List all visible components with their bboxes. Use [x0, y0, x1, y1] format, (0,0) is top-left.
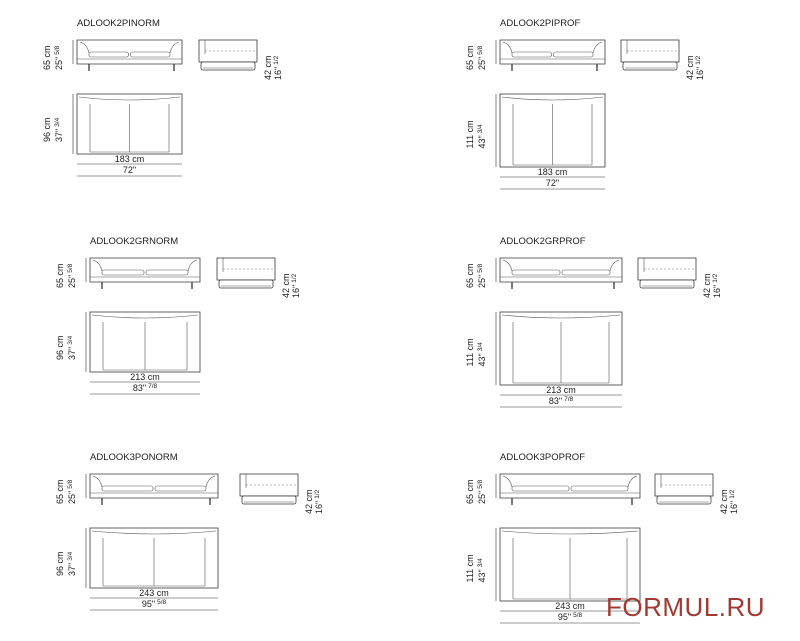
seat-height-cm-label — [719, 489, 729, 514]
height-in-label-value: 25" — [67, 490, 77, 504]
model-adlook3ponorm — [55, 452, 324, 610]
depth-in-label-value: 43" — [477, 353, 487, 367]
width-in-label — [549, 396, 574, 406]
height-cm-label: 65 cm — [55, 263, 65, 288]
height-in-label-value: 25" — [477, 274, 487, 288]
seat-height-cm-label — [702, 273, 712, 298]
seat-height-in-label — [273, 55, 283, 80]
width-in-fraction: 5/8 — [157, 599, 167, 606]
front-view — [500, 474, 640, 505]
width-in-label — [123, 165, 136, 175]
height-in-label-value: 25" — [67, 274, 77, 288]
width-in-value: 95" — [557, 612, 572, 622]
depth-in-label — [477, 342, 487, 367]
depth-in-label-fraction: 3/4 — [67, 335, 74, 345]
top-view — [500, 528, 640, 601]
side-view — [217, 258, 275, 288]
height-in-label-value: 25" — [477, 56, 487, 70]
seat-height-in-label — [712, 273, 722, 298]
depth-in-label-value: 37" — [67, 562, 77, 576]
top-view — [90, 312, 200, 372]
depth-in-label-value: 37" — [67, 346, 77, 360]
height-in-label-fraction: 5/8 — [67, 479, 74, 489]
height-in-label — [67, 479, 77, 504]
depth-in-label-fraction: 3/4 — [477, 124, 484, 134]
depth-in-label-value: 43" — [477, 569, 487, 583]
width-cm-label: 183 cm — [537, 167, 568, 177]
side-back — [638, 258, 696, 280]
depth-in-label — [54, 117, 64, 142]
seat-height-in-label-fraction: 1/2 — [695, 55, 702, 65]
width-in-value: 95" — [141, 599, 156, 609]
seat-height-in-label-value: 16" — [273, 66, 283, 80]
height-in-label-value: 25" — [477, 490, 487, 504]
side-base — [657, 496, 711, 504]
side-base — [201, 62, 255, 70]
height-in-label — [54, 45, 64, 70]
model-code: ADLOOK2GRPROF — [500, 236, 586, 247]
depth-in-label-fraction: 3/4 — [67, 551, 74, 561]
depth-in-label — [477, 124, 487, 149]
side-back — [240, 474, 298, 496]
depth-in-label-fraction: 3/4 — [54, 117, 61, 127]
depth-cm-label: 111 cm — [465, 338, 475, 367]
seat-height-in-label — [695, 55, 705, 80]
depth-in-label — [67, 551, 77, 576]
depth-cm-label: 111 cm — [465, 554, 475, 583]
width-in-value: 72" — [545, 178, 560, 188]
height-in-label — [477, 263, 487, 288]
front-view — [500, 40, 605, 71]
seat-height-cm-label — [685, 55, 695, 80]
height-cm-label: 65 cm — [465, 45, 475, 70]
height-in-label-fraction: 5/8 — [54, 45, 61, 55]
depth-in-label — [477, 558, 487, 583]
model-adlook2pinorm — [42, 18, 283, 176]
height-cm-label: 65 cm — [42, 45, 52, 70]
depth-in-label-value: 37" — [54, 128, 64, 142]
width-in-fraction: 5/8 — [573, 612, 583, 619]
seat-height-in-label-fraction: 1/2 — [291, 273, 298, 283]
side-back — [217, 258, 275, 280]
model-adlook2piprof — [465, 18, 705, 189]
front-view — [77, 40, 182, 71]
model-adlook2grnorm — [55, 236, 301, 394]
seat-height-in-label-value: 16" — [729, 500, 739, 514]
height-cm-label: 65 cm — [465, 479, 475, 504]
seat-height-in-label-value: 16" — [291, 284, 301, 298]
side-view — [240, 474, 298, 504]
seat-height-in-label-fraction: 1/2 — [314, 489, 321, 499]
model-code: ADLOOK3POPROF — [500, 452, 585, 463]
depth-cm-label: 111 cm — [465, 120, 475, 149]
width-cm-label: 213 cm — [130, 372, 160, 382]
watermark-logo: FORMUL.RU — [606, 592, 766, 622]
seat-height-cm-label — [263, 55, 273, 80]
side-view — [638, 258, 696, 288]
side-base — [219, 280, 273, 288]
seat-height-cm-label-value: 42 cm — [719, 489, 729, 514]
seat-height-in-label-fraction: 1/2 — [712, 273, 719, 283]
seat-height-in-label — [291, 273, 301, 298]
width-in-label — [142, 599, 167, 609]
seat-height-cm-label — [304, 489, 314, 514]
front-view — [500, 258, 622, 289]
seat-height-in-label — [729, 489, 739, 514]
width-cm-label: 243 cm — [555, 601, 585, 611]
model-code: ADLOOK2PINORM — [77, 18, 160, 29]
width-in-value: 72" — [122, 165, 137, 175]
side-back — [199, 40, 257, 62]
depth-cm-label: 96 cm — [42, 117, 52, 142]
front-view — [90, 474, 218, 505]
seat-height-in-label-value: 16" — [314, 500, 324, 514]
height-in-label-fraction: 5/8 — [477, 479, 484, 489]
model-code: ADLOOK2GRNORM — [90, 236, 179, 247]
width-in-value: 83" — [132, 383, 147, 393]
side-back — [655, 474, 713, 496]
seat-height-in-label-fraction: 1/2 — [729, 489, 736, 499]
width-in-label — [133, 383, 158, 393]
depth-in-label — [67, 335, 77, 360]
height-in-label-value: 25" — [54, 56, 64, 70]
height-cm-label: 65 cm — [55, 479, 65, 504]
height-in-label-fraction: 5/8 — [67, 263, 74, 273]
depth-cm-label: 96 cm — [55, 551, 65, 576]
depth-cm-label: 96 cm — [55, 335, 65, 360]
height-in-label-fraction: 5/8 — [477, 45, 484, 55]
seat-height-cm-label — [281, 273, 291, 298]
seat-height-cm-label-value: 42 cm — [281, 273, 291, 298]
top-view — [77, 94, 182, 154]
side-base — [242, 496, 296, 504]
side-view — [199, 40, 257, 70]
width-in-label — [558, 612, 583, 622]
side-view — [621, 40, 679, 70]
seat-height-cm-label-value: 42 cm — [263, 55, 273, 80]
model-adlook2grprof — [465, 236, 722, 407]
height-cm-label: 65 cm — [465, 263, 475, 288]
seat-height-cm-label-value: 42 cm — [702, 273, 712, 298]
width-in-fraction: 7/8 — [148, 383, 158, 390]
width-cm-label: 213 cm — [546, 385, 576, 395]
depth-in-label-fraction: 3/4 — [477, 342, 484, 352]
side-base — [640, 280, 694, 288]
seat-height-cm-label-value: 42 cm — [685, 55, 695, 80]
depth-in-label-value: 43" — [477, 135, 487, 149]
height-in-label — [477, 479, 487, 504]
side-view — [655, 474, 713, 504]
top-view — [500, 94, 605, 167]
width-in-label — [546, 178, 559, 188]
side-back — [621, 40, 679, 62]
side-base — [623, 62, 677, 70]
seat-height-in-label — [314, 489, 324, 514]
seat-height-in-label-value: 16" — [695, 66, 705, 80]
depth-in-label-fraction: 3/4 — [477, 558, 484, 568]
width-cm-label: 243 cm — [139, 588, 169, 598]
height-in-label — [477, 45, 487, 70]
width-cm-label: 183 cm — [114, 154, 145, 164]
seat-height-in-label-value: 16" — [712, 284, 722, 298]
width-in-fraction: 7/8 — [564, 396, 574, 403]
height-in-label — [67, 263, 77, 288]
top-view — [90, 528, 218, 588]
top-view — [500, 312, 622, 385]
front-view — [90, 258, 200, 289]
width-in-value: 83" — [548, 396, 563, 406]
model-code: ADLOOK2PIPROF — [500, 18, 581, 29]
seat-height-in-label-fraction: 1/2 — [273, 55, 280, 65]
height-in-label-fraction: 5/8 — [477, 263, 484, 273]
model-code: ADLOOK3PONORM — [90, 452, 178, 463]
seat-height-cm-label-value: 42 cm — [304, 489, 314, 514]
